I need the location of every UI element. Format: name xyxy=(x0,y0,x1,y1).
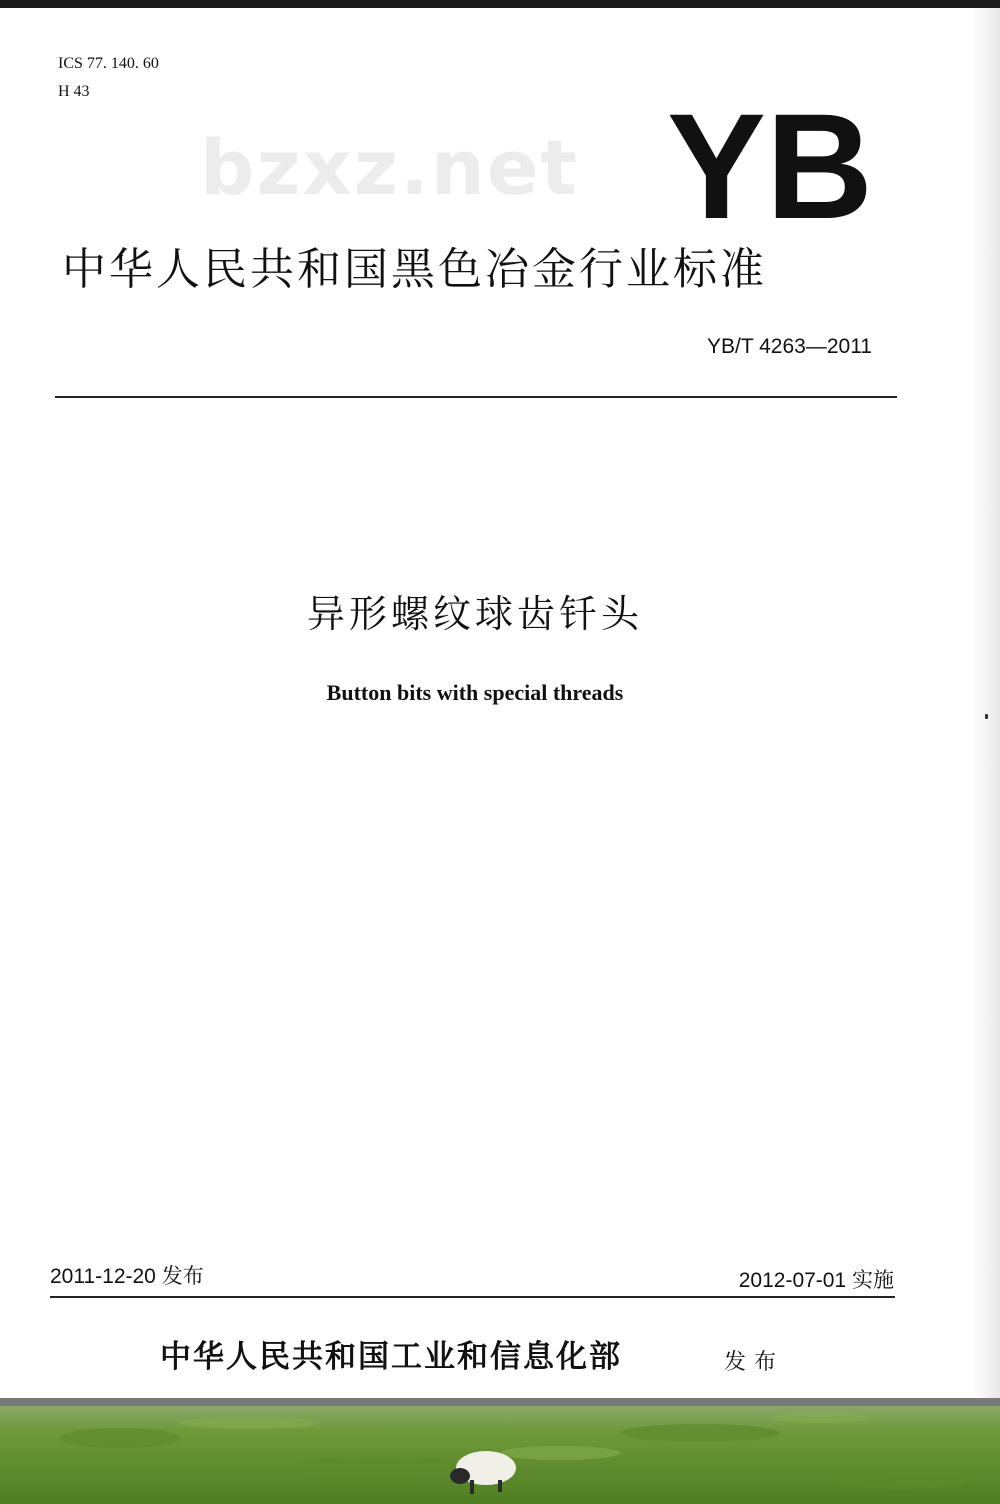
watermark: bzxz.net xyxy=(200,123,579,212)
header-divider xyxy=(55,396,897,398)
scan-speck xyxy=(985,714,988,719)
grass-photo-strip xyxy=(0,1398,1000,1504)
page-edge-shadow xyxy=(972,8,1000,1398)
publish-date: 2011-12-20 发布 xyxy=(50,1265,204,1288)
ics-code: ICS 77. 140. 60 xyxy=(58,55,159,72)
implement-date: 2012-07-01 实施 xyxy=(738,1269,894,1292)
document-title-cn: 异形螺纹球齿钎头 xyxy=(306,592,643,636)
standard-title: 中华人民共和国黑色冶金行业标准 xyxy=(62,244,767,295)
footer-divider xyxy=(50,1296,895,1298)
yb-logo xyxy=(665,100,875,230)
document-title-en: Button bits with special threads xyxy=(326,680,624,705)
standard-number: YB/T 4263—2011 xyxy=(706,335,872,358)
issue-label: 发布 xyxy=(724,1350,785,1375)
yb-logo-text: YB xyxy=(667,100,873,230)
category-code: H 43 xyxy=(58,83,90,100)
issuing-authority: 中华人民共和国工业和信息化部 xyxy=(160,1339,622,1375)
scan-top-border xyxy=(0,0,1000,8)
